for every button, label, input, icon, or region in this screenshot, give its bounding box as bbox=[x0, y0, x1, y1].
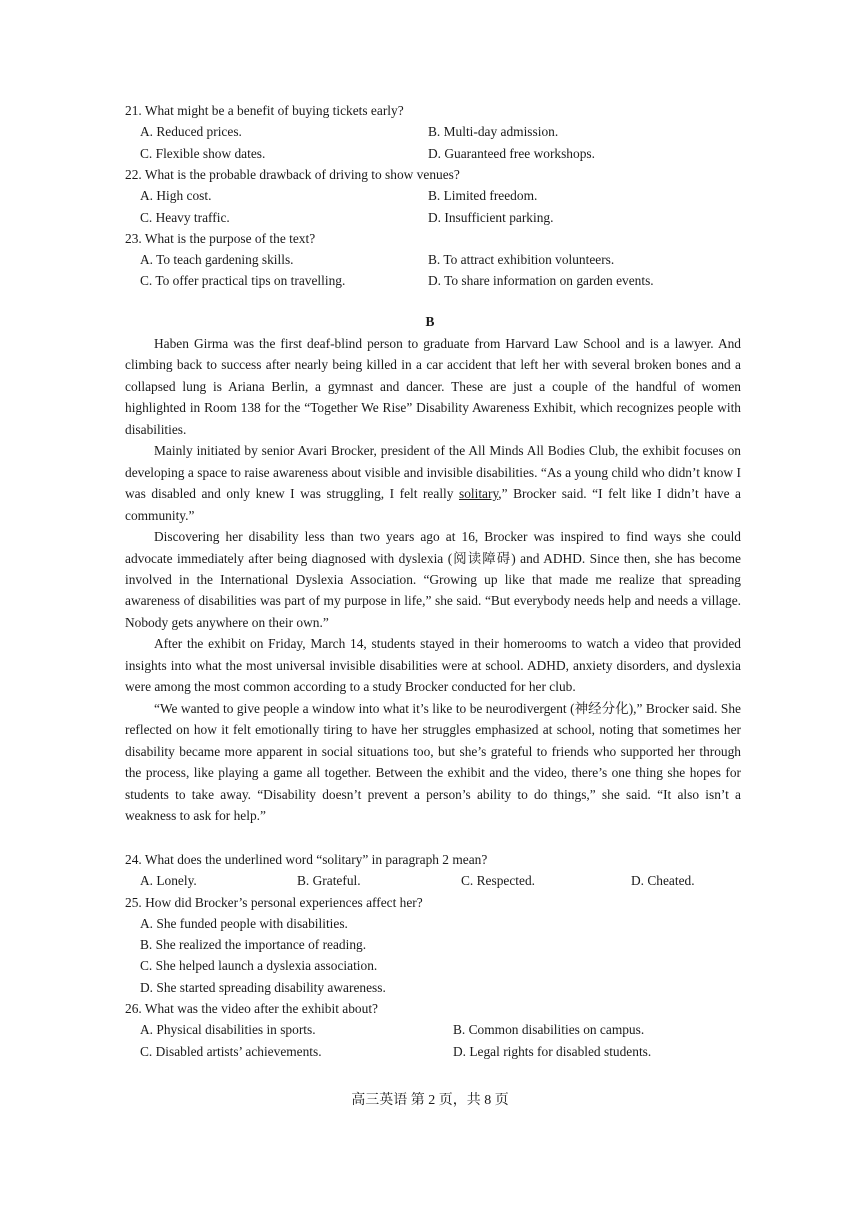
option-26-c: C. Disabled artists’ achievements. bbox=[140, 1044, 322, 1059]
passage-b bbox=[125, 333, 741, 826]
passage-paragraph-4: After the exhibit on Friday, March 14, students stayed in their homerooms to watch a video that provided insights into what the most universal invisible disabilities were at school. ADHD, anxiety disorders, and dyslexia were among the most common according to a study Brocker conducted for her club. bbox=[125, 636, 741, 695]
option-25-c: C. She helped launch a dyslexia association. bbox=[140, 958, 378, 973]
option-21-d: D. Guaranteed free workshops. bbox=[428, 146, 595, 161]
section-b-title: B bbox=[425, 314, 435, 329]
question-22: 22. What is the probable drawback of driving to show venues? bbox=[125, 167, 460, 182]
option-23-b: B. To attract exhibition volunteers. bbox=[428, 252, 615, 267]
option-23-d: D. To share information on garden events. bbox=[428, 273, 654, 288]
question-21: 21. What might be a benefit of buying tickets early? bbox=[125, 103, 404, 118]
option-21-a: A. Reduced prices. bbox=[140, 124, 242, 139]
passage-paragraph-2 bbox=[125, 440, 741, 526]
paragraph-2-text-after: ,” Brocker said. “I felt like I didn’t have a community.” bbox=[125, 486, 741, 523]
option-25-d: D. She started spreading disability awareness. bbox=[140, 980, 386, 995]
option-26-b: B. Common disabilities on campus. bbox=[453, 1022, 645, 1037]
page-footer: 高三英语 第 2 页，共 8 页 bbox=[351, 1093, 509, 1108]
option-22-d: D. Insufficient parking. bbox=[428, 210, 554, 225]
option-26-d: D. Legal rights for disabled students. bbox=[453, 1044, 652, 1059]
option-25-a: A. She funded people with disabilities. bbox=[140, 916, 348, 931]
option-25-b: B. She realized the importance of reading. bbox=[140, 937, 367, 952]
option-22-c: C. Heavy traffic. bbox=[140, 210, 230, 225]
passage-paragraph-3: Discovering her disability less than two years ago at 16, Brocker was inspired to find ways she could advocate immediately after being diagnosed with dyslexia (阅读障碍) and ADHD. Since then, she has become involved in the International Dyslexia Association. “Growing up like that made me realize that spreading awareness of disabilities was part of my purpose in life,” she said. “But everybody needs help and needs a village. Nobody gets anywhere on their own.” bbox=[125, 529, 741, 630]
option-24-c: C. Respected. bbox=[461, 873, 536, 888]
option-22-b: B. Limited freedom. bbox=[428, 188, 538, 203]
question-26: 26. What was the video after the exhibit about? bbox=[125, 1001, 378, 1016]
question-24: 24. What does the underlined word “solitary” in paragraph 2 mean? bbox=[125, 852, 488, 867]
passage-paragraph-5: “We wanted to give people a window into what it’s like to be neurodivergent (神经分化),” Brocker said. She reflected on how it felt emotionally tiring to have her struggles emphasized at school, noting that sometimes her disability became more apparent in social situations too, but she’s grateful to friends who supported her through the process, like playing a game all together. Between the exhibit and the video, there’s one thing she hopes for students to take away. “Disability doesn’t prevent a person’s ability to do things,” she said. “It also isn’t a weakness to ask for help.” bbox=[125, 700, 741, 823]
option-21-b: B. Multi-day admission. bbox=[428, 124, 559, 139]
option-22-a: A. High cost. bbox=[140, 188, 212, 203]
paragraph-2-text-before: Mainly initiated by senior Avari Brocker, president of the All Minds All Bodies Club, the exhibit focuses on developing a space to raise awareness about visible and invisible disabilities. “As a young child who didn’t know I was disabled and only knew I was struggling, I felt really bbox=[125, 443, 741, 502]
option-24-d: D. Cheated. bbox=[631, 873, 695, 888]
option-24-b: B. Grateful. bbox=[297, 873, 361, 888]
option-23-a: A. To teach gardening skills. bbox=[140, 252, 294, 267]
option-26-a: A. Physical disabilities in sports. bbox=[140, 1022, 316, 1037]
underlined-word-solitary: solitary bbox=[458, 486, 499, 502]
option-24-a: A. Lonely. bbox=[140, 873, 197, 888]
passage-paragraph-1: Haben Girma was the first deaf-blind person to graduate from Harvard Law School and is a lawyer. And climbing back to success after nearly being killed in a car accident that left her with several broken bones and a collapsed lung is Ariana Berlin, a gymnast and dancer. These are just a couple of the handful of women highlighted in Room 138 for the “Together We Rise” Disability Awareness Exhibit, which recognizes people with disabilities. bbox=[125, 336, 741, 437]
option-21-c: C. Flexible show dates. bbox=[140, 146, 266, 161]
option-23-c: C. To offer practical tips on travelling. bbox=[140, 273, 346, 288]
question-25: 25. How did Brocker’s personal experiences affect her? bbox=[125, 895, 423, 910]
question-23: 23. What is the purpose of the text? bbox=[125, 231, 316, 246]
